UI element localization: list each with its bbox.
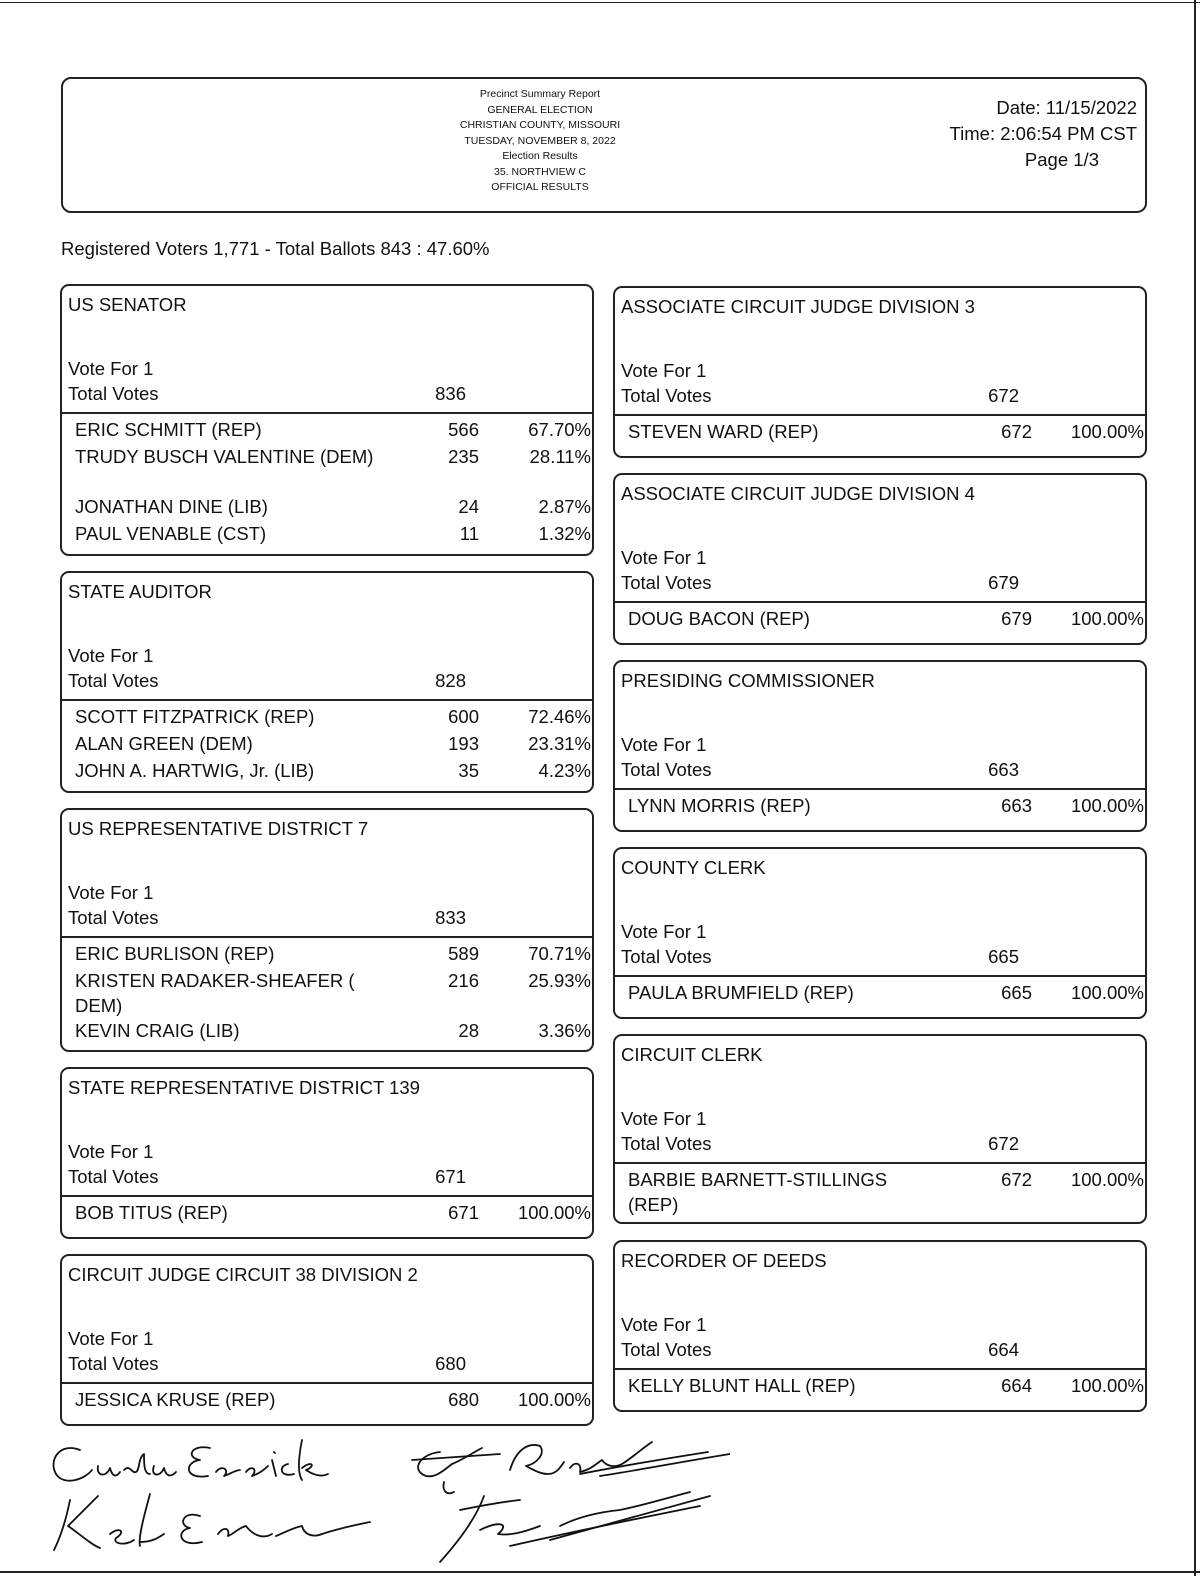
report-header-meta xyxy=(950,95,1137,173)
candidate-percent: 4.23% xyxy=(538,760,591,781)
total-votes-value: 663 xyxy=(988,759,1019,780)
total-votes-label: Total Votes xyxy=(68,907,159,928)
report-date: Date: 11/15/2022 xyxy=(996,97,1137,118)
race-box xyxy=(613,1034,1147,1224)
candidate-name: BARBIE BARNETT-STILLINGS (REP) xyxy=(628,1169,888,1215)
candidate-votes: 665 xyxy=(1001,982,1032,1003)
race-box xyxy=(613,660,1147,832)
candidate-name: STEVEN WARD (REP) xyxy=(628,421,819,442)
total-votes-value: 665 xyxy=(988,946,1019,967)
candidate-percent: 3.36% xyxy=(538,1020,591,1041)
candidate-name: ERIC SCHMITT (REP) xyxy=(75,419,262,440)
top-rule xyxy=(0,2,1200,3)
candidate-name: JOHN A. HARTWIG, Jr. (LIB) xyxy=(75,760,315,781)
total-votes-label: Total Votes xyxy=(621,385,712,406)
candidate-name: LYNN MORRIS (REP) xyxy=(628,795,811,816)
candidate-votes: 216 xyxy=(448,970,479,991)
header-line-precinct: 35. NORTHVIEW C xyxy=(494,165,586,178)
race-separator xyxy=(62,412,592,414)
race-separator xyxy=(62,1195,592,1197)
vote-for-label: Vote For 1 xyxy=(68,645,154,666)
race-box xyxy=(60,284,594,556)
candidate-percent: 100.00% xyxy=(1070,421,1144,442)
candidate-percent: 100.00% xyxy=(517,1389,591,1410)
candidate-percent: 70.71% xyxy=(528,943,591,964)
header-line-date: TUESDAY, NOVEMBER 8, 2022 xyxy=(464,134,616,147)
total-votes-value: 664 xyxy=(988,1339,1019,1360)
race-title: STATE REPRESENTATIVE DISTRICT 139 xyxy=(68,1077,420,1098)
candidate-votes: 671 xyxy=(448,1202,479,1223)
race-title: ASSOCIATE CIRCUIT JUDGE DIVISION 3 xyxy=(621,296,975,317)
race-title: US REPRESENTATIVE DISTRICT 7 xyxy=(68,818,369,839)
vote-for-label: Vote For 1 xyxy=(621,1314,707,1335)
candidate-percent: 72.46% xyxy=(528,706,591,727)
candidate-name: TRUDY BUSCH VALENTINE (DEM) xyxy=(75,446,374,467)
registered-voters-line: Registered Voters 1,771 - Total Ballots 843 : 47.60% xyxy=(61,238,490,259)
vote-for-label: Vote For 1 xyxy=(621,1108,707,1129)
total-votes-label: Total Votes xyxy=(621,1133,712,1154)
race-separator xyxy=(62,936,592,938)
report-page: Page 1/3 xyxy=(1024,149,1099,170)
candidate-percent: 25.93% xyxy=(528,970,591,991)
race-box xyxy=(60,1254,594,1426)
vote-for-label: Vote For 1 xyxy=(621,921,707,942)
candidate-name: JONATHAN DINE (LIB) xyxy=(75,496,268,517)
vote-for-label: Vote For 1 xyxy=(621,360,707,381)
race-box xyxy=(613,473,1147,645)
race-separator xyxy=(615,975,1145,977)
vote-for-label: Vote For 1 xyxy=(68,1328,154,1349)
candidate-votes: 680 xyxy=(448,1389,479,1410)
candidate-votes: 566 xyxy=(448,419,479,440)
candidate-name: ERIC BURLISON (REP) xyxy=(75,943,275,964)
race-title: STATE AUDITOR xyxy=(68,581,212,602)
candidate-name: PAUL VENABLE (CST) xyxy=(75,523,267,544)
candidate-votes: 24 xyxy=(458,496,479,517)
candidate-votes: 11 xyxy=(459,523,479,544)
candidate-percent: 100.00% xyxy=(1070,982,1144,1003)
race-separator xyxy=(615,788,1145,790)
report-time: Time: 2:06:54 PM CST xyxy=(949,123,1137,144)
report-header-center xyxy=(0,87,1081,196)
candidate-votes: 679 xyxy=(1001,608,1032,629)
race-separator xyxy=(615,1368,1145,1370)
vote-for-label: Vote For 1 xyxy=(621,734,707,755)
race-separator xyxy=(62,699,592,701)
candidate-name: DOUG BACON (REP) xyxy=(628,608,810,629)
vote-for-label: Vote For 1 xyxy=(68,358,154,379)
total-votes-value: 672 xyxy=(988,1133,1019,1154)
vote-for-label: Vote For 1 xyxy=(68,882,154,903)
candidate-name: KEVIN CRAIG (LIB) xyxy=(75,1020,240,1041)
total-votes-label: Total Votes xyxy=(68,670,159,691)
header-line-county: CHRISTIAN COUNTY, MISSOURI xyxy=(459,119,621,131)
race-box xyxy=(60,571,594,793)
header-line-report: Precinct Summary Report xyxy=(479,88,601,100)
total-votes-label: Total Votes xyxy=(621,572,712,593)
race-title: PRESIDING COMMISSIONER xyxy=(621,670,875,691)
race-separator xyxy=(615,1162,1145,1164)
candidate-percent: 100.00% xyxy=(1070,1169,1144,1190)
total-votes-label: Total Votes xyxy=(621,946,712,967)
total-votes-value: 836 xyxy=(435,383,466,404)
race-separator xyxy=(615,414,1145,416)
race-box xyxy=(613,286,1147,458)
candidate-percent: 1.32% xyxy=(538,523,591,544)
candidate-votes: 672 xyxy=(1001,421,1032,442)
candidate-name: ALAN GREEN (DEM) xyxy=(75,733,253,754)
bottom-rule xyxy=(0,1571,1200,1573)
candidate-name: SCOTT FITZPATRICK (REP) xyxy=(75,706,315,727)
vote-for-label: Vote For 1 xyxy=(68,1141,154,1162)
race-separator xyxy=(62,1382,592,1384)
candidate-votes: 28 xyxy=(458,1020,479,1041)
candidate-name: JESSICA KRUSE (REP) xyxy=(75,1389,276,1410)
signatures-image xyxy=(40,1430,730,1570)
total-votes-value: 680 xyxy=(435,1353,466,1374)
total-votes-label: Total Votes xyxy=(621,759,712,780)
candidate-votes: 193 xyxy=(448,733,479,754)
total-votes-value: 672 xyxy=(988,385,1019,406)
race-box xyxy=(613,1240,1147,1412)
total-votes-value: 671 xyxy=(435,1166,466,1187)
race-separator xyxy=(615,601,1145,603)
candidate-percent: 100.00% xyxy=(1070,795,1144,816)
total-votes-value: 828 xyxy=(435,670,466,691)
candidate-percent: 100.00% xyxy=(1070,1375,1144,1396)
total-votes-value: 679 xyxy=(988,572,1019,593)
candidate-votes: 235 xyxy=(448,446,479,467)
candidate-percent: 100.00% xyxy=(517,1202,591,1223)
header-line-official: OFFICIAL RESULTS xyxy=(491,181,589,193)
candidate-votes: 600 xyxy=(448,706,479,727)
total-votes-label: Total Votes xyxy=(621,1339,712,1360)
candidate-votes: 589 xyxy=(448,943,479,964)
candidate-votes: 663 xyxy=(1001,795,1032,816)
candidate-percent: 23.31% xyxy=(528,733,591,754)
candidate-name: KRISTEN RADAKER-SHEAFER ( DEM) xyxy=(75,970,355,1016)
candidate-percent: 100.00% xyxy=(1070,608,1144,629)
candidate-name: KELLY BLUNT HALL (REP) xyxy=(628,1375,856,1396)
candidate-percent: 28.11% xyxy=(529,446,591,467)
race-title: CIRCUIT JUDGE CIRCUIT 38 DIVISION 2 xyxy=(68,1264,418,1285)
race-box xyxy=(60,1067,594,1239)
race-box xyxy=(613,847,1147,1019)
race-box xyxy=(60,808,594,1052)
total-votes-value: 833 xyxy=(435,907,466,928)
race-title: RECORDER OF DEEDS xyxy=(621,1250,827,1271)
candidate-votes: 35 xyxy=(458,760,479,781)
vote-for-label: Vote For 1 xyxy=(621,547,707,568)
right-rule xyxy=(1194,0,1196,1576)
race-title: ASSOCIATE CIRCUIT JUDGE DIVISION 4 xyxy=(621,483,975,504)
candidate-votes: 672 xyxy=(1001,1169,1032,1190)
candidate-name: BOB TITUS (REP) xyxy=(75,1202,228,1223)
candidate-name: PAULA BRUMFIELD (REP) xyxy=(628,982,854,1003)
candidate-percent: 67.70% xyxy=(528,419,591,440)
race-title: CIRCUIT CLERK xyxy=(621,1044,763,1065)
total-votes-label: Total Votes xyxy=(68,1353,159,1374)
header-line-results: Election Results xyxy=(502,150,578,162)
total-votes-label: Total Votes xyxy=(68,1166,159,1187)
candidate-percent: 2.87% xyxy=(538,496,591,517)
race-title: US SENATOR xyxy=(68,294,187,315)
header-line-election: GENERAL ELECTION xyxy=(487,103,593,116)
race-title: COUNTY CLERK xyxy=(621,857,766,878)
total-votes-label: Total Votes xyxy=(68,383,159,404)
report-header xyxy=(61,77,1147,213)
candidate-votes: 664 xyxy=(1001,1375,1032,1396)
